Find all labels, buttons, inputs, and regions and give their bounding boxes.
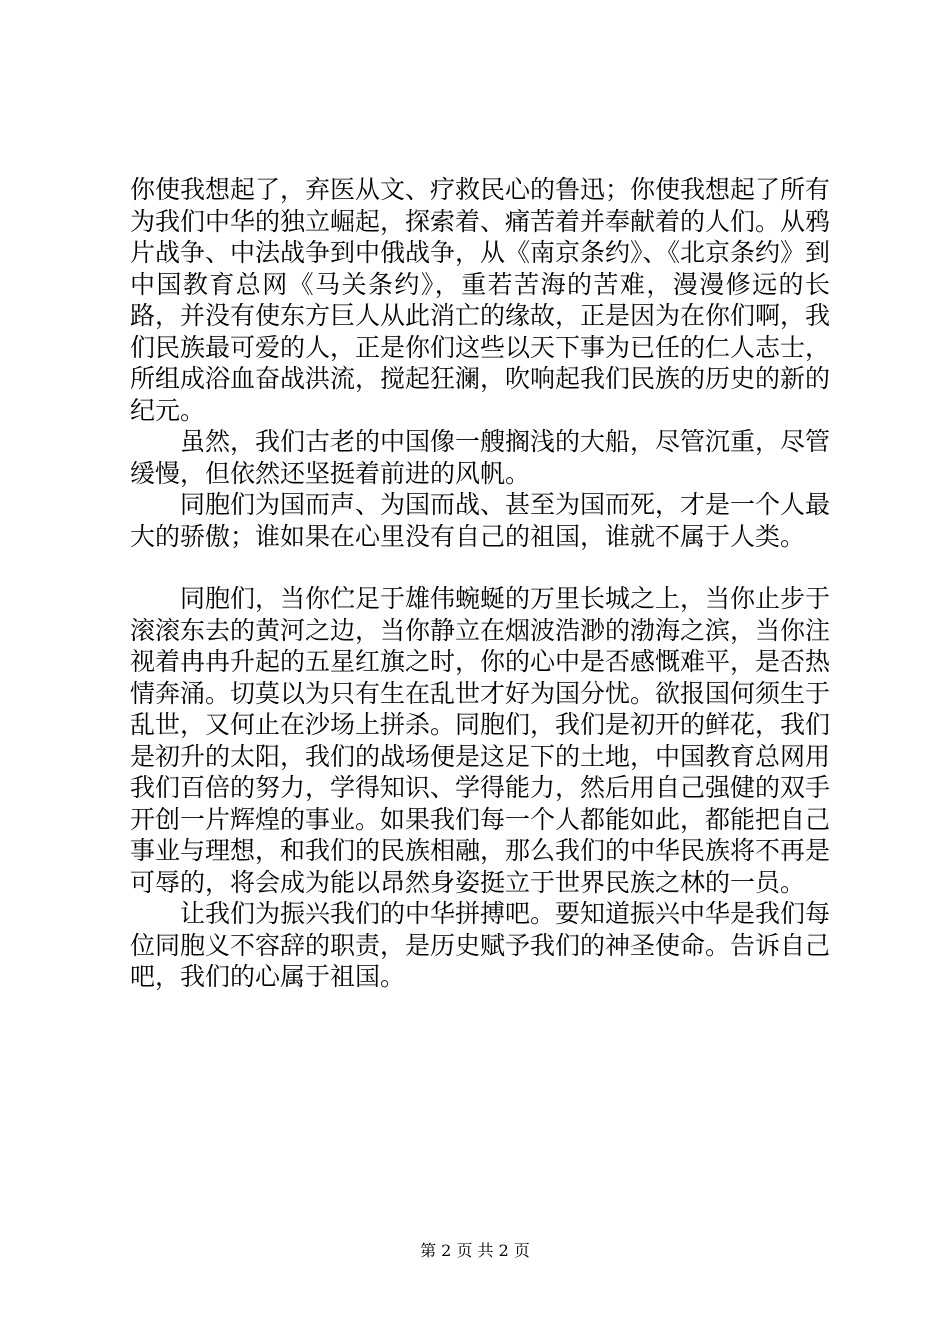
paragraph-3: 同胞们为国而声、为国而战、甚至为国而死，才是一个人最大的骄傲；谁如果在心里没有自己的祖国，谁就不属于人类。: [130, 490, 831, 551]
paragraph-5: 让我们为振兴我们的中华拼搏吧。要知道振兴中华是我们每位同胞义不容辞的职责，是历史赋予我们的神圣使命。告诉自己吧，我们的心属于祖国。: [130, 899, 831, 991]
paragraph-1: 你使我想起了，弃医从文、疗救民心的鲁迅；你使我想起了所有为我们中华的独立崛起，探索着、痛苦着并奉献着的人们。从鸦片战争、中法战争到中俄战争，从《南京条约》、《北京条约》到中国教育总网《马关条约》，重若苦海的苦难，漫漫修远的长路，并没有使东方巨人从此消亡的缘故，正是因为在你们啊，我们民族最可爱的人，正是你们这些以天下事为已任的仁人志士，所组成浴血奋战洪流，搅起狂澜，吹响起我们民族的历史的新的纪元。: [130, 175, 831, 425]
paragraph-4: 同胞们，当你伫足于雄伟蜿蜒的万里长城之上，当你止步于滚滚东去的黄河之边，当你静立在烟波浩渺的渤海之滨，当你注视着冉冉升起的五星红旗之时，你的心中是否感慨难平，是否热情奔涌。切莫以为只有生在乱世才好为国分忧。欲报国何须生于乱世，又何止在沙场上拼杀。同胞们，我们是初开的鲜花，我们是初升的太阳，我们的战场便是这足下的土地，中国教育总网用我们百倍的努力，学得知识、学得能力，然后用自己强健的双手开创一片辉煌的事业。如果我们每一个人都能如此，都能把自己事业与理想，和我们的民族相融，那么我们的中华民族将不再是可辱的，将会成为能以昂然身姿挺立于世界民族之林的一员。: [130, 584, 831, 897]
paragraph-spacer: [130, 552, 830, 583]
body-text: [130, 174, 830, 993]
page-number-footer: 第 2 页 共 2 页: [420, 1241, 530, 1260]
paragraph-2: 虽然，我们古老的中国像一艘搁浅的大船，尽管沉重，尽管缓慢，但依然还坚挺着前进的风帆。: [130, 427, 831, 488]
